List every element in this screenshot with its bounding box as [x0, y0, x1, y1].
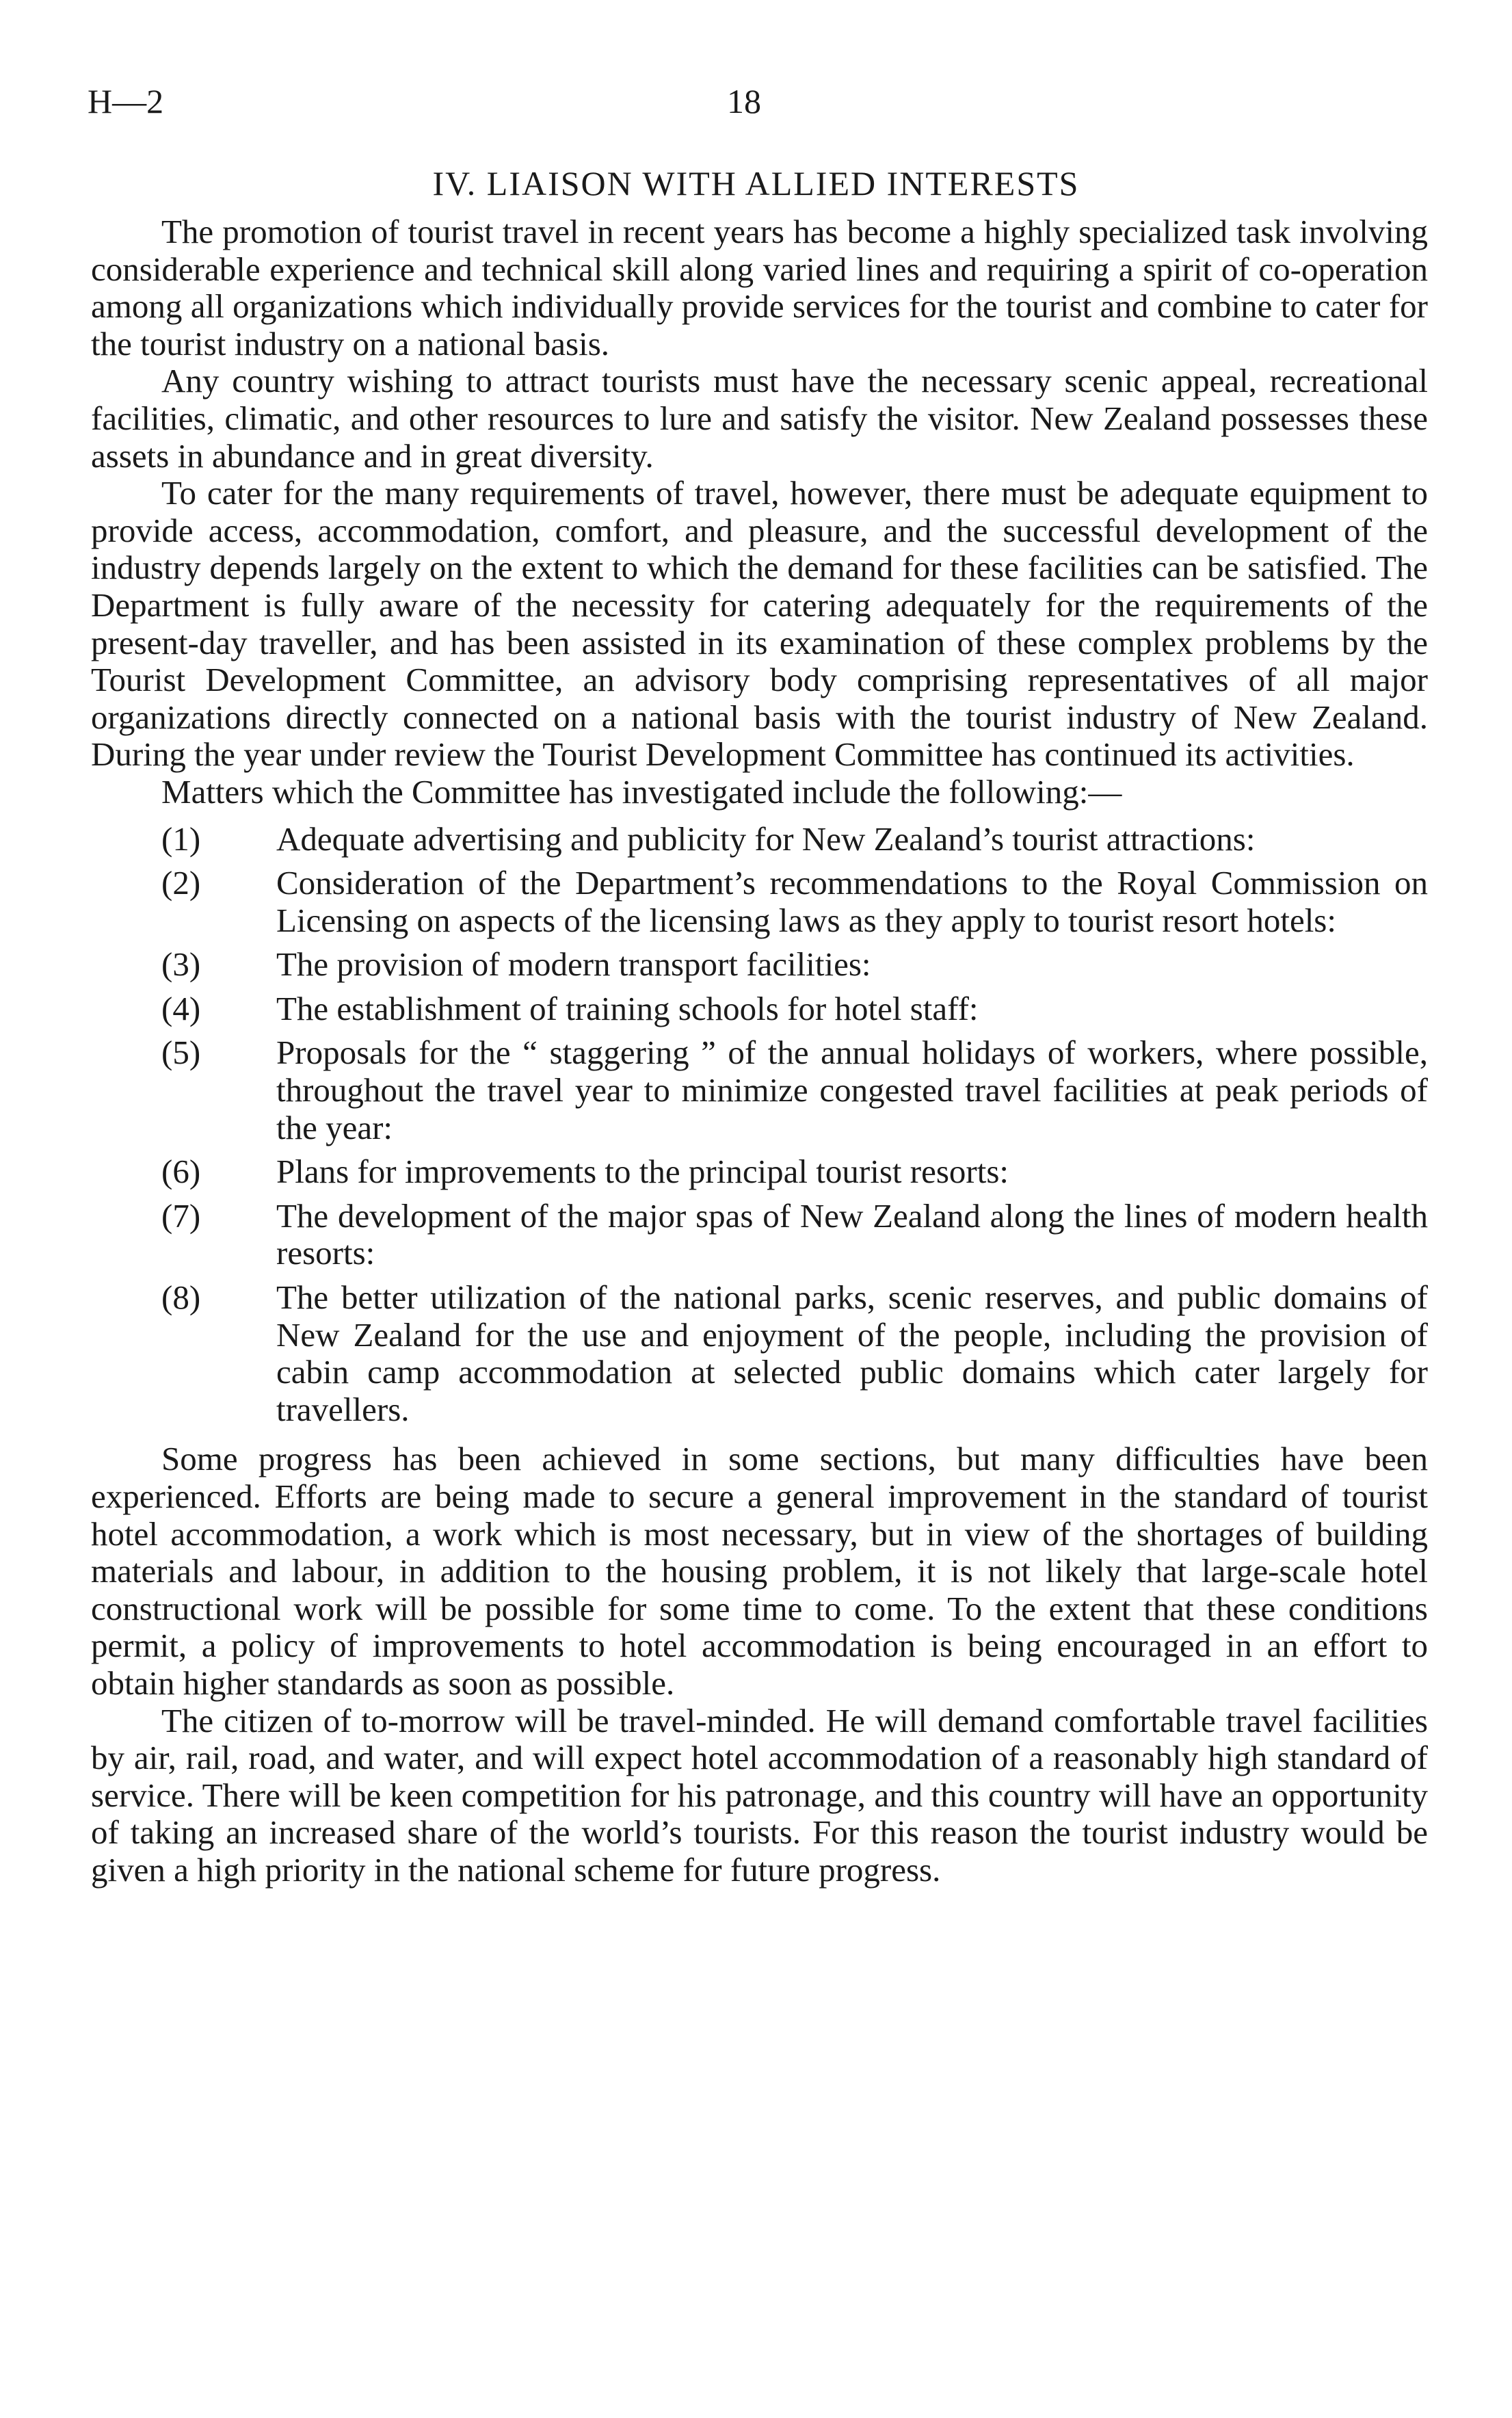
paragraph: Any country wishing to attract tourists must have the necessary scenic appeal, recreational facilities, climatic, and other resources to lure and satisfy the visitor. New Zealand possesses these assets in abundance and in great diversity. [91, 362, 1428, 475]
list-item-number: (7) [161, 1196, 201, 1235]
list-item-number: (1) [161, 819, 201, 858]
paragraph: The citizen of to-morrow will be travel-minded. He will demand comfortable travel facilities by air, rail, road, and water, and will expect hotel accommodation of a reasonably high standard of service. There will be keen competition for his patronage, and this country will have an opportunity of taking an increased share of the world’s tourists. For this reason the tourist industry would be given a high priority in the national scheme for future progress. [91, 1701, 1428, 1889]
list-item-text: The development of the major spas of New Zealand along the lines of modern health resorts: [276, 1196, 1428, 1272]
matters-list [91, 821, 1428, 1429]
list-item [91, 865, 1428, 939]
list-item-text: Proposals for the “ staggering ” of the annual holidays of workers, where possible, throughout the travel year to minimize congested travel facilities at peak periods of the year: [276, 1034, 1428, 1146]
list-item [91, 1279, 1428, 1428]
page-number: 18 [727, 82, 761, 120]
list-item-text: The better utilization of the national parks, scenic reserves, and public domains of New Zealand for the use and enjoyment of the people, including the provision of cabin camp accommodation at selected public domains which cater largely for travellers. [276, 1278, 1428, 1428]
list-item-number: (3) [161, 945, 201, 984]
list-item [91, 821, 1428, 858]
paragraph: To cater for the many requirements of travel, however, there must be adequate equipment to provide access, accommodation, comfort, and pleasure, and the successful development of the industry depends largely on the extent to which the demand for these facilities can be satisfied. The Department is fully aware of the necessity for catering adequately for the requirements of the present-day traveller, and has been assisted in its examination of these complex problems by the Tourist Development Committee, an advisory body comprising representatives of all major organizations directly connected on a national basis with the tourist industry of New Zealand. During the year under review the Tourist Development Committee has continued its activities. [91, 474, 1428, 774]
list-item [91, 1198, 1428, 1272]
list-item-text: Consideration of the Department’s recommendations to the Royal Commission on Licensing on aspects of the licensing laws as they apply to tourist resort hotels: [276, 864, 1428, 939]
list-item-number: (2) [161, 864, 201, 902]
list-item-text: The provision of modern transport facilities: [276, 945, 871, 984]
list-item [91, 1153, 1428, 1191]
list-item-number: (8) [161, 1278, 201, 1317]
list-item [91, 990, 1428, 1028]
list-item-number: (6) [161, 1153, 201, 1191]
paragraph: Some progress has been achieved in some sections, but many difficulties have been experienced. Efforts are being made to secure a general improvement in the standard of tourist hotel accommodation, a work which is most necessary, but in view of the shortages of building materials and labour, in addition to the housing problem, it is not likely that large-scale hotel constructional work will be possible for some time to come. To the extent that these conditions permit, a policy of improvements to hotel accommodation is being encouraged in an effort to obtain higher standards as soon as possible. [91, 1440, 1428, 1702]
list-item-text: The establishment of training schools for hotel staff: [276, 989, 979, 1027]
paragraph: Matters which the Committee has investigated include the following:— [161, 772, 1122, 811]
list-item [91, 946, 1428, 984]
list-item-number: (4) [161, 989, 201, 1027]
section-title: IV. LIAISON WITH ALLIED INTERESTS [432, 164, 1080, 202]
list-item-text: Adequate advertising and publicity for New Zealand’s tourist attractions: [276, 819, 1256, 858]
body-text [91, 213, 1428, 1889]
list-item [91, 1034, 1428, 1146]
paragraph: The promotion of tourist travel in recent years has become a highly specialized task involving considerable experience and technical skill along varied lines and requiring a spirit of co-operation among all organizations which individually provide services for the tourist and combine to cater for the tourist industry on a national basis. [91, 213, 1428, 363]
list-item-number: (5) [161, 1034, 201, 1072]
document-code: H—2 [88, 82, 164, 120]
list-item-text: Plans for improvements to the principal tourist resorts: [276, 1153, 1009, 1191]
